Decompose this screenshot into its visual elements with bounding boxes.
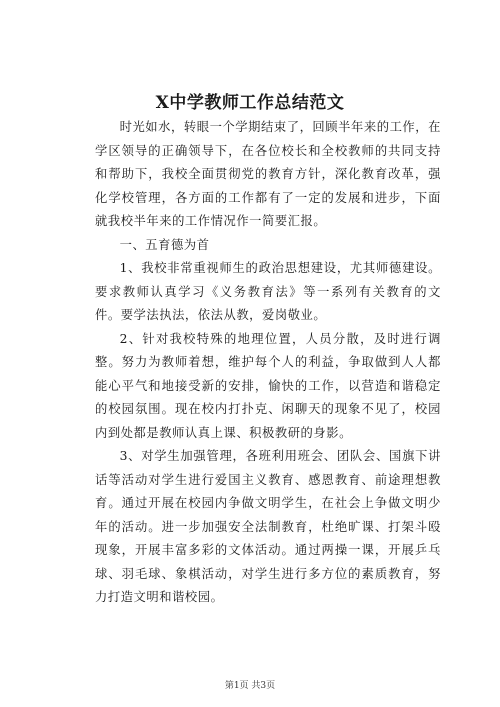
body-paragraph-1: 1、我校非常重视师生的政治思想建设，尤其师德建设。要求教师认真学习《义务教育法》等一系列有关教育的文件。要学法执法，依法从教，爱岗敬业。 [95, 261, 441, 322]
document-title: X中学教师工作总结范文 [155, 93, 345, 113]
page-number-footer: 第1页 共3页 [224, 681, 276, 691]
intro-paragraph: 时光如水，转眼一个学期结束了，回顾半年来的工作，在学区领导的正确领导下，在各位校长和全校教师的共同支持和帮助下，我校全面贯彻党的教育方针，深化教育改革，强化学校管理，各方面的工作都有了一定的发展和进步，下面就我校半年来的工作情况作一简要汇报。 [95, 120, 441, 228]
body-paragraph-2: 2、针对我校特殊的地理位置，人员分散，及时进行调整。努力为教师着想，维护每个人的利益，争取做到人人都能心平气和地接受新的安排，愉快的工作，以营造和谐稳定的校园氛围。现在校内打扑克、闲聊天的现象不见了，校园内到处都是教师认真上课、积极教研的身影。 [95, 331, 441, 440]
document-body [95, 116, 441, 610]
section-heading: 一、五育德为首 [119, 237, 210, 252]
body-paragraph-3: 3、对学生加强管理，各班利用班会、团队会、国旗下讲话等活动对学生进行爱国主义教育、感恩教育、前途理想教育。通过开展在校园内争做文明学生，在社会上争做文明少年的活动。进一步加强安全法制教育，杜绝旷课、打架斗殴现象，开展丰富多彩的文体活动。通过两操一课，开展乒乓球、羽毛球、象棋活动，对学生进行多方位的素质教育，努力打造文明和谐校园。 [95, 449, 441, 604]
